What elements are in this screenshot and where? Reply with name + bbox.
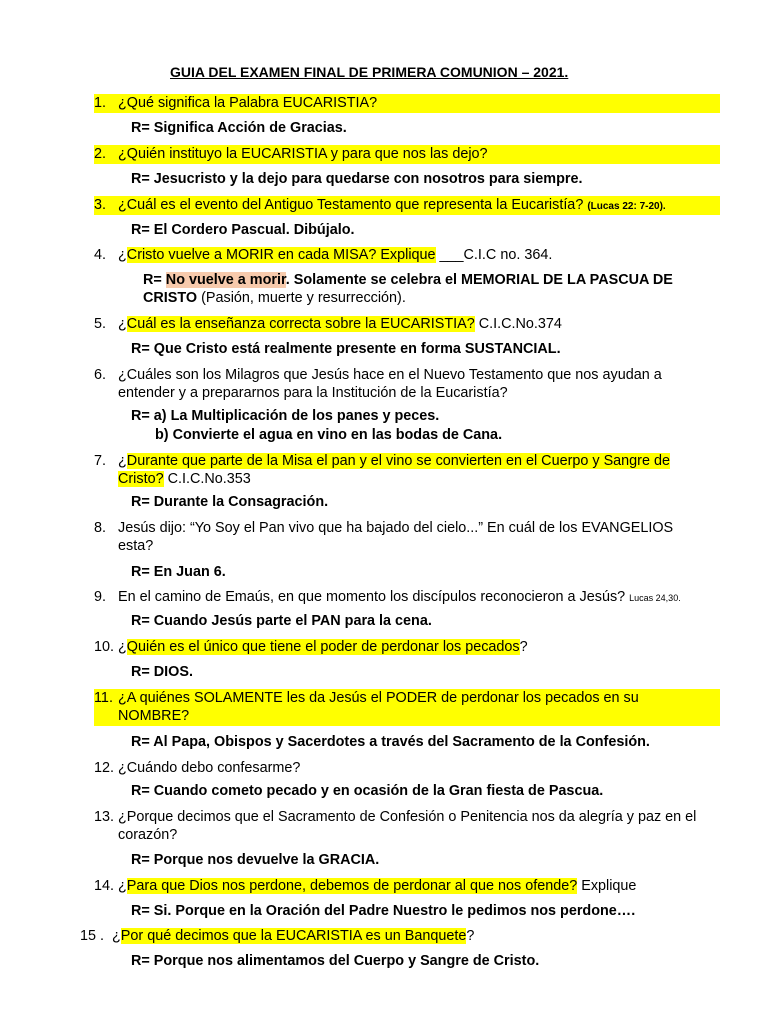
question-number: 2. [94, 146, 107, 162]
question-text: Jesús dijo: “Yo Soy el Pan vivo que ha bajado del cielo...” En cuál de los EVANGELIOS [118, 520, 674, 536]
question-text: ¿A quiénes SOLAMENTE les da Jesús el PODER de perdonar los pecados en su [118, 690, 639, 706]
question-text-wrap [118, 638, 528, 656]
answer-13: R= Porque nos devuelve la GRACIA. [131, 852, 380, 868]
question-text-wrap [112, 927, 474, 945]
answer-8: R= En Juan 6. [131, 564, 226, 580]
question-suffix: ? [466, 928, 475, 944]
question-highlight: Durante que parte de la Misa el pan y el vino se convierten en el Cuerpo y Sangre de [126, 453, 670, 469]
answer-15: R= Porque nos alimentamos del Cuerpo y Sangre de Cristo. [131, 953, 540, 969]
question-number: 11. [94, 690, 113, 706]
answer-10: R= DIOS. [131, 664, 193, 680]
question-text: ¿Quién instituyo la EUCARISTIA y para que nos las dejo? [118, 146, 488, 162]
question-number: 10. [94, 639, 115, 655]
answer-14: R= Si. Porque en la Oración del Padre Nuestro le pedimos nos perdone…. [131, 903, 636, 919]
question-highlight: Por qué decimos que la EUCARISTIA es un Banquete [120, 928, 467, 944]
answer-6-line-2: b) Convierte el agua en vino en las bodas de Cana. [155, 427, 503, 443]
question-text-line-2: entender y a prepararnos para la Institución de la Eucaristía? [118, 385, 508, 401]
question-text: En el camino de Emaús, en que momento los discípulos reconocieron a Jesús? [118, 589, 626, 605]
answer-7: R= Durante la Consagración. [131, 494, 329, 510]
question-number: 9. [94, 589, 107, 605]
question-number: 12. [94, 760, 115, 776]
question-text-wrap [118, 452, 670, 470]
question-number: 1. [94, 95, 107, 111]
answer-4 [143, 271, 673, 289]
answer-bold-word: CRISTO [143, 290, 198, 306]
question-mark: ¿ [112, 928, 121, 944]
question-mark: ¿ [118, 639, 127, 655]
page-title: GUIA DEL EXAMEN FINAL DE PRIMERA COMUNION – 2021. [170, 64, 569, 80]
answer-12: R= Cuando cometo pecado y en ocasión de la Gran fiesta de Pascua. [131, 783, 604, 799]
answer-6: R= a) La Multiplicación de los panes y peces. [131, 408, 440, 424]
question-text-wrap [118, 246, 552, 264]
question-text-line-2: NOMBRE? [118, 708, 190, 724]
question-reference: (Lucas 22: 7-20). [587, 201, 666, 212]
answer-9: R= Cuando Jesús parte el PAN para la cena. [131, 613, 432, 629]
question-text: ¿Porque decimos que el Sacramento de Confesión o Penitencia nos da alegría y paz en el [118, 809, 697, 825]
question-number: 5. [94, 316, 107, 332]
question-mark: ¿ [118, 878, 127, 894]
question-text: ¿Cuándo debo confesarme? [118, 760, 301, 776]
question-highlight: Quién es el único que tiene el poder de perdonar los pecados [126, 639, 520, 655]
question-number: 6. [94, 367, 107, 383]
question-number: 8. [94, 520, 107, 536]
question-highlight: Cuál es la enseñanza correcta sobre la EUCARISTIA? [126, 316, 475, 332]
question-suffix: ? [519, 639, 528, 655]
question-highlight: Para que Dios nos perdone, debemos de perdonar al que nos ofende? [126, 878, 578, 894]
question-mark: ¿ [118, 316, 127, 332]
question-number: 14. [94, 878, 115, 894]
answer-plain-text: (Pasión, muerte y resurrección). [197, 290, 406, 306]
answer-2: R= Jesucristo y la dejo para quedarse con nosotros para siempre. [131, 171, 583, 187]
answer-1: R= Significa Acción de Gracias. [131, 120, 347, 136]
question-text-wrap [118, 588, 681, 607]
answer-3: R= El Cordero Pascual. Dibújalo. [131, 222, 355, 238]
question-text: ¿Cuáles son los Milagros que Jesús hace en el Nuevo Testamento que nos ayudan a [118, 367, 662, 383]
question-text-line-2: corazón? [118, 827, 178, 843]
question-mark: ¿ [118, 453, 127, 469]
answer-rest: . Solamente se celebra el MEMORIAL DE LA PASCUA DE [285, 272, 673, 288]
question-reference: Lucas 24,30. [629, 593, 681, 603]
question-number: 3. [94, 197, 107, 213]
question-highlight-2: Cristo? [118, 471, 164, 487]
question-text-line-2 [118, 470, 251, 488]
question-text: ¿Cuál es el evento del Antiguo Testamento que representa la Eucaristía? [118, 197, 584, 213]
question-highlight: Cristo vuelve a MORIR en cada MISA? Explique [126, 247, 436, 263]
answer-prefix: R= [143, 272, 162, 288]
answer-highlight: No vuelve a morir [165, 272, 286, 288]
question-number: 15 . [80, 928, 105, 944]
question-number: 7. [94, 453, 107, 469]
question-text-line-2: esta? [118, 538, 154, 554]
question-suffix: C.I.C.No.374 [474, 316, 562, 332]
question-suffix: Explique [577, 878, 637, 894]
answer-5: R= Que Cristo está realmente presente en forma SUSTANCIAL. [131, 341, 561, 357]
answer-4-line-2 [143, 289, 406, 307]
question-number: 13. [94, 809, 115, 825]
question-text-wrap [118, 196, 666, 216]
question-suffix: ___C.I.C no. 364. [439, 247, 553, 263]
question-number: 4. [94, 247, 107, 263]
question-text-wrap [118, 877, 636, 895]
question-mark: ¿ [118, 247, 127, 263]
question-text: ¿Qué significa la Palabra EUCARISTIA? [118, 95, 378, 111]
answer-11: R= Al Papa, Obispos y Sacerdotes a través del Sacramento de la Confesión. [131, 734, 650, 750]
question-text-wrap [118, 315, 562, 333]
question-suffix: C.I.C.No.353 [163, 471, 251, 487]
